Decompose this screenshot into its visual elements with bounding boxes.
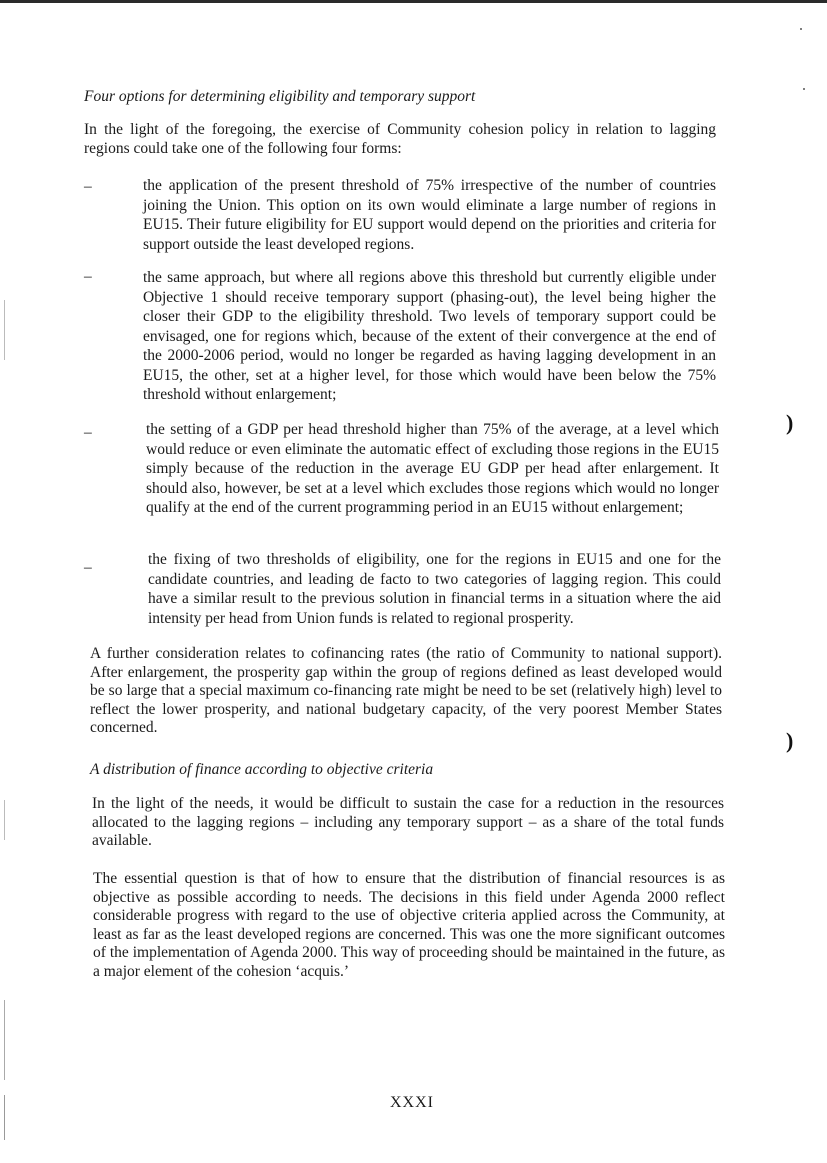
scan-left-edge — [4, 1095, 5, 1140]
bullet-dash: – — [84, 268, 92, 285]
essential-question-paragraph: The essential question is that of how to ensure that the distribution of financial resources is as objective as possible according to needs. The decisions in this field under Agenda 2000 reflect considerable progress with regard to the use of objective criteria applied across the Community, at least as far as the least developed regions are concerned. This was one the more significant outcomes of the implementation of Agenda 2000. This way of proceeding should be maintained in the future, as a major element of the cohesion ‘acquis.’ — [93, 870, 725, 980]
section-heading-distribution: A distribution of finance according to objective criteria — [90, 761, 434, 778]
intro-paragraph: In the light of the foregoing, the exercise of Community cohesion policy in relation to lagging regions could take one of the following four forms: — [84, 121, 716, 157]
needs-paragraph: In the light of the needs, it would be difficult to sustain the case for a reduction in the resources allocated to the lagging regions – including any temporary support – as a share of the total funds available. — [92, 795, 724, 850]
scan-left-edge — [4, 1000, 5, 1080]
margin-bracket-mark: ) — [786, 410, 794, 435]
option-bullet-3: the setting of a GDP per head threshold higher than 75% of the average, at a level which would reduce or even eliminate the automatic effect of excluding those regions in the EU15 simply because of the reduction in the average EU GDP per head after enlargement. It should also, however, be set at a level which excludes those regions which would no longer qualify at the end of the current programming period in an EU15 without enlargement; — [146, 421, 719, 516]
option-bullet-2: the same approach, but where all regions above this threshold but currently eligible under Objective 1 should receive temporary support (phasing-out), the level being higher the closer their GDP to the eligibility threshold. Two levels of temporary support could be envisaged, one for regions which, because of the extent of their convergence at the end of the 2000-2006 period, would no longer be regarded as having lagging development in an EU15, the other, set at a higher level, for those which would have been below the 75% threshold without enlargement; — [143, 269, 716, 403]
scan-speck — [800, 28, 802, 30]
margin-bracket-mark: ) — [786, 728, 794, 753]
scan-speck — [803, 88, 805, 90]
cofinancing-paragraph: A further consideration relates to cofinancing rates (the ratio of Community to national support). After enlargement, the prosperity gap within the group of regions defined as least developed would be so large that a special maximum co-financing rate might be need to be set (relatively high) level to reflect the lower prosperity, and national budgetary capacity, of the very poorest Member States concerned. — [90, 645, 722, 737]
scan-top-edge — [0, 0, 827, 3]
scan-left-edge — [4, 800, 5, 840]
section-heading-options: Four options for determining eligibility and temporary support — [84, 88, 476, 105]
option-bullet-4: the fixing of two thresholds of eligibility, one for the regions in EU15 and one for the candidate countries, and leading de facto to two categories of lagging region. This could have a similar result to the previous solution in financial terms in a situation where the aid intensity per head from Union funds is related to regional prosperity. — [148, 551, 721, 627]
page-number: XXXI — [390, 1094, 434, 1111]
option-bullet-1: the application of the present threshold of 75% irrespective of the number of countries joining the Union. This option on its own would eliminate a large number of regions in EU15. Their future eligibility for EU support would depend on the priorities and criteria for support outside the least developed regions. — [143, 177, 716, 253]
bullet-dash: – — [84, 424, 92, 441]
bullet-dash: – — [84, 178, 92, 195]
scan-left-edge — [4, 300, 5, 360]
bullet-dash: – — [84, 559, 92, 576]
